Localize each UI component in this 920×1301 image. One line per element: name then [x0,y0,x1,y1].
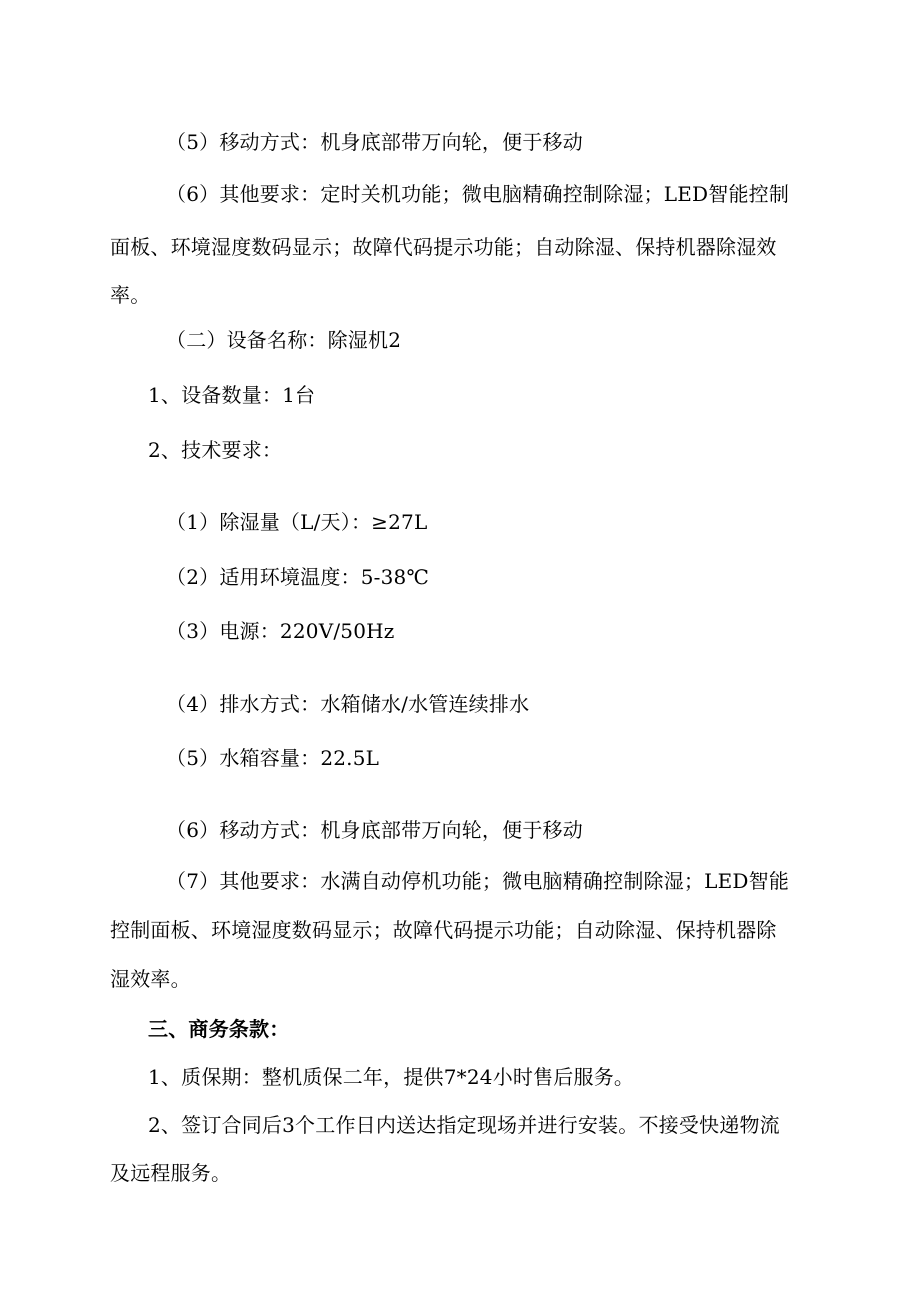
text-line-dehumidifier2-other-1: （7）其他要求：水满自动停机功能；微电脑精确控制除湿；LED智能 [166,869,790,893]
section-heading-commercial-terms: 三、商务条款： [148,1017,290,1041]
text-line-dehumidifier2-other-2: 控制面板、环境湿度数码显示；故障代码提示功能；自动除湿、保持机器除 [110,918,777,942]
text-line-drainage: （4）排水方式：水箱储水/水管连续排水 [166,692,530,716]
text-line-power: （3）电源：220V/50Hz [166,619,395,643]
text-line-dehumidifier1-mobility: （5）移动方式：机身底部带万向轮，便于移动 [166,130,583,154]
text-line-dehumidifier1-other-1: （6）其他要求：定时关机功能；微电脑精确控制除湿；LED智能控制 [166,182,790,206]
text-line-dehumidifier2-mobility: （6）移动方式：机身底部带万向轮，便于移动 [166,818,583,842]
text-line-dehumidifier1-other-2: 面板、环境湿度数码显示；故障代码提示功能；自动除湿、保持机器除湿效 [110,235,777,259]
text-line-delivery-1: 2、签订合同后3个工作日内送达指定现场并进行安装。不接受快递物流 [148,1113,780,1137]
section-heading-equipment-2: （二）设备名称：除湿机2 [166,328,402,352]
text-line-dehumidifier2-other-3: 湿效率。 [110,967,191,991]
text-line-quantity: 1、设备数量：1台 [148,383,316,407]
text-line-operating-temperature: （2）适用环境温度：5-38℃ [166,565,430,589]
text-line-dehumidifier1-other-3: 率。 [110,283,151,307]
text-line-dehumidifying-capacity: （1）除湿量（L/天）：≥27L [166,510,428,534]
text-line-delivery-2: 及远程服务。 [110,1161,232,1185]
text-line-warranty: 1、质保期：整机质保二年，提供7*24小时售后服务。 [148,1065,635,1089]
text-line-tank-capacity: （5）水箱容量：22.5L [166,746,380,770]
text-line-tech-requirements: 2、技术要求： [148,438,283,462]
